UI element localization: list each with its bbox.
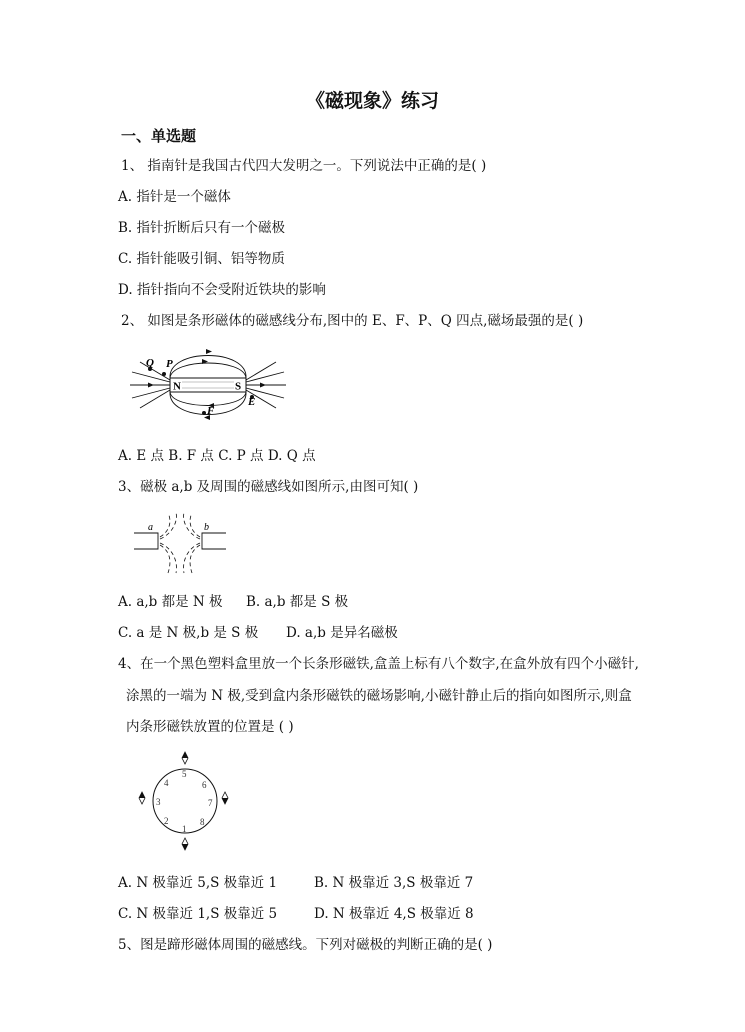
question-1-option-b: B. 指针折断后只有一个磁极 (118, 220, 286, 236)
number-6: 6 (202, 780, 207, 790)
number-4: 4 (164, 778, 169, 788)
question-5-stem: 5、图是蹄形磁体周围的磁感线。下列对磁极的判断正确的是( ) (118, 937, 493, 953)
question-4-option-d: D. N 极靠近 4,S 极靠近 8 (314, 906, 474, 922)
question-3-option-b: B. a,b 都是 S 极 (246, 594, 349, 610)
point-p-label: P (166, 358, 173, 370)
question-1-option-a: A. 指针是一个磁体 (118, 189, 231, 205)
document-title: 《磁现象》练习 (305, 90, 439, 112)
compass-box-figure (136, 748, 232, 858)
number-3: 3 (156, 797, 161, 807)
question-1-option-c: C. 指针能吸引铜、铝等物质 (118, 251, 285, 267)
question-4-option-a: A. N 极靠近 5,S 极靠近 1 (118, 875, 278, 891)
bar-magnet-field-figure (128, 342, 288, 432)
question-2-options: A. E 点 B. F 点 C. P 点 D. Q 点 (118, 448, 316, 464)
two-poles-field-figure (134, 513, 226, 577)
point-q-label: Q (146, 357, 154, 369)
question-4-stem-line-1: 4、在一个黑色塑料盒里放一个长条形磁铁,盒盖上标有八个数字,在盒外放有四个小磁针, (118, 656, 639, 672)
number-2: 2 (164, 816, 169, 826)
question-3-option-c: C. a 是 N 极,b 是 S 极 (118, 625, 259, 641)
question-1-option-d: D. 指针指向不会受附近铁块的影响 (118, 282, 326, 298)
question-3-stem: 3、磁极 a,b 及周围的磁感线如图所示,由图可知( ) (118, 479, 419, 495)
section-heading: 一、单选题 (121, 127, 197, 145)
question-4-option-c: C. N 极靠近 1,S 极靠近 5 (118, 906, 278, 922)
question-4-option-b: B. N 极靠近 3,S 极靠近 7 (314, 875, 474, 891)
question-4-stem-line-3: 内条形磁铁放置的位置是 ( ) (126, 719, 294, 735)
number-5: 5 (182, 769, 187, 779)
point-e-label: E (248, 396, 256, 408)
pole-b-label: b (204, 522, 209, 533)
number-1: 1 (182, 824, 187, 834)
number-7: 7 (208, 798, 213, 808)
pole-a-label: a (148, 522, 153, 533)
question-4-stem-line-2: 涂黑的一端为 N 极,受到盒内条形磁铁的磁场影响,小磁针静止后的指向如图所示,则盒 (126, 688, 632, 704)
question-3-option-a: A. a,b 都是 N 极 (118, 594, 223, 610)
pole-s-label: S (235, 380, 242, 393)
pole-n-label: N (173, 380, 181, 393)
question-3-option-d: D. a,b 是异名磁极 (286, 625, 398, 641)
question-1-stem: 1、 指南针是我国古代四大发明之一。下列说法中正确的是( ) (121, 158, 487, 174)
number-8: 8 (200, 817, 205, 827)
question-2-stem: 2、 如图是条形磁体的磁感线分布,图中的 E、F、P、Q 四点,磁场最强的是( ) (121, 313, 584, 329)
point-f-label: F (207, 405, 215, 417)
